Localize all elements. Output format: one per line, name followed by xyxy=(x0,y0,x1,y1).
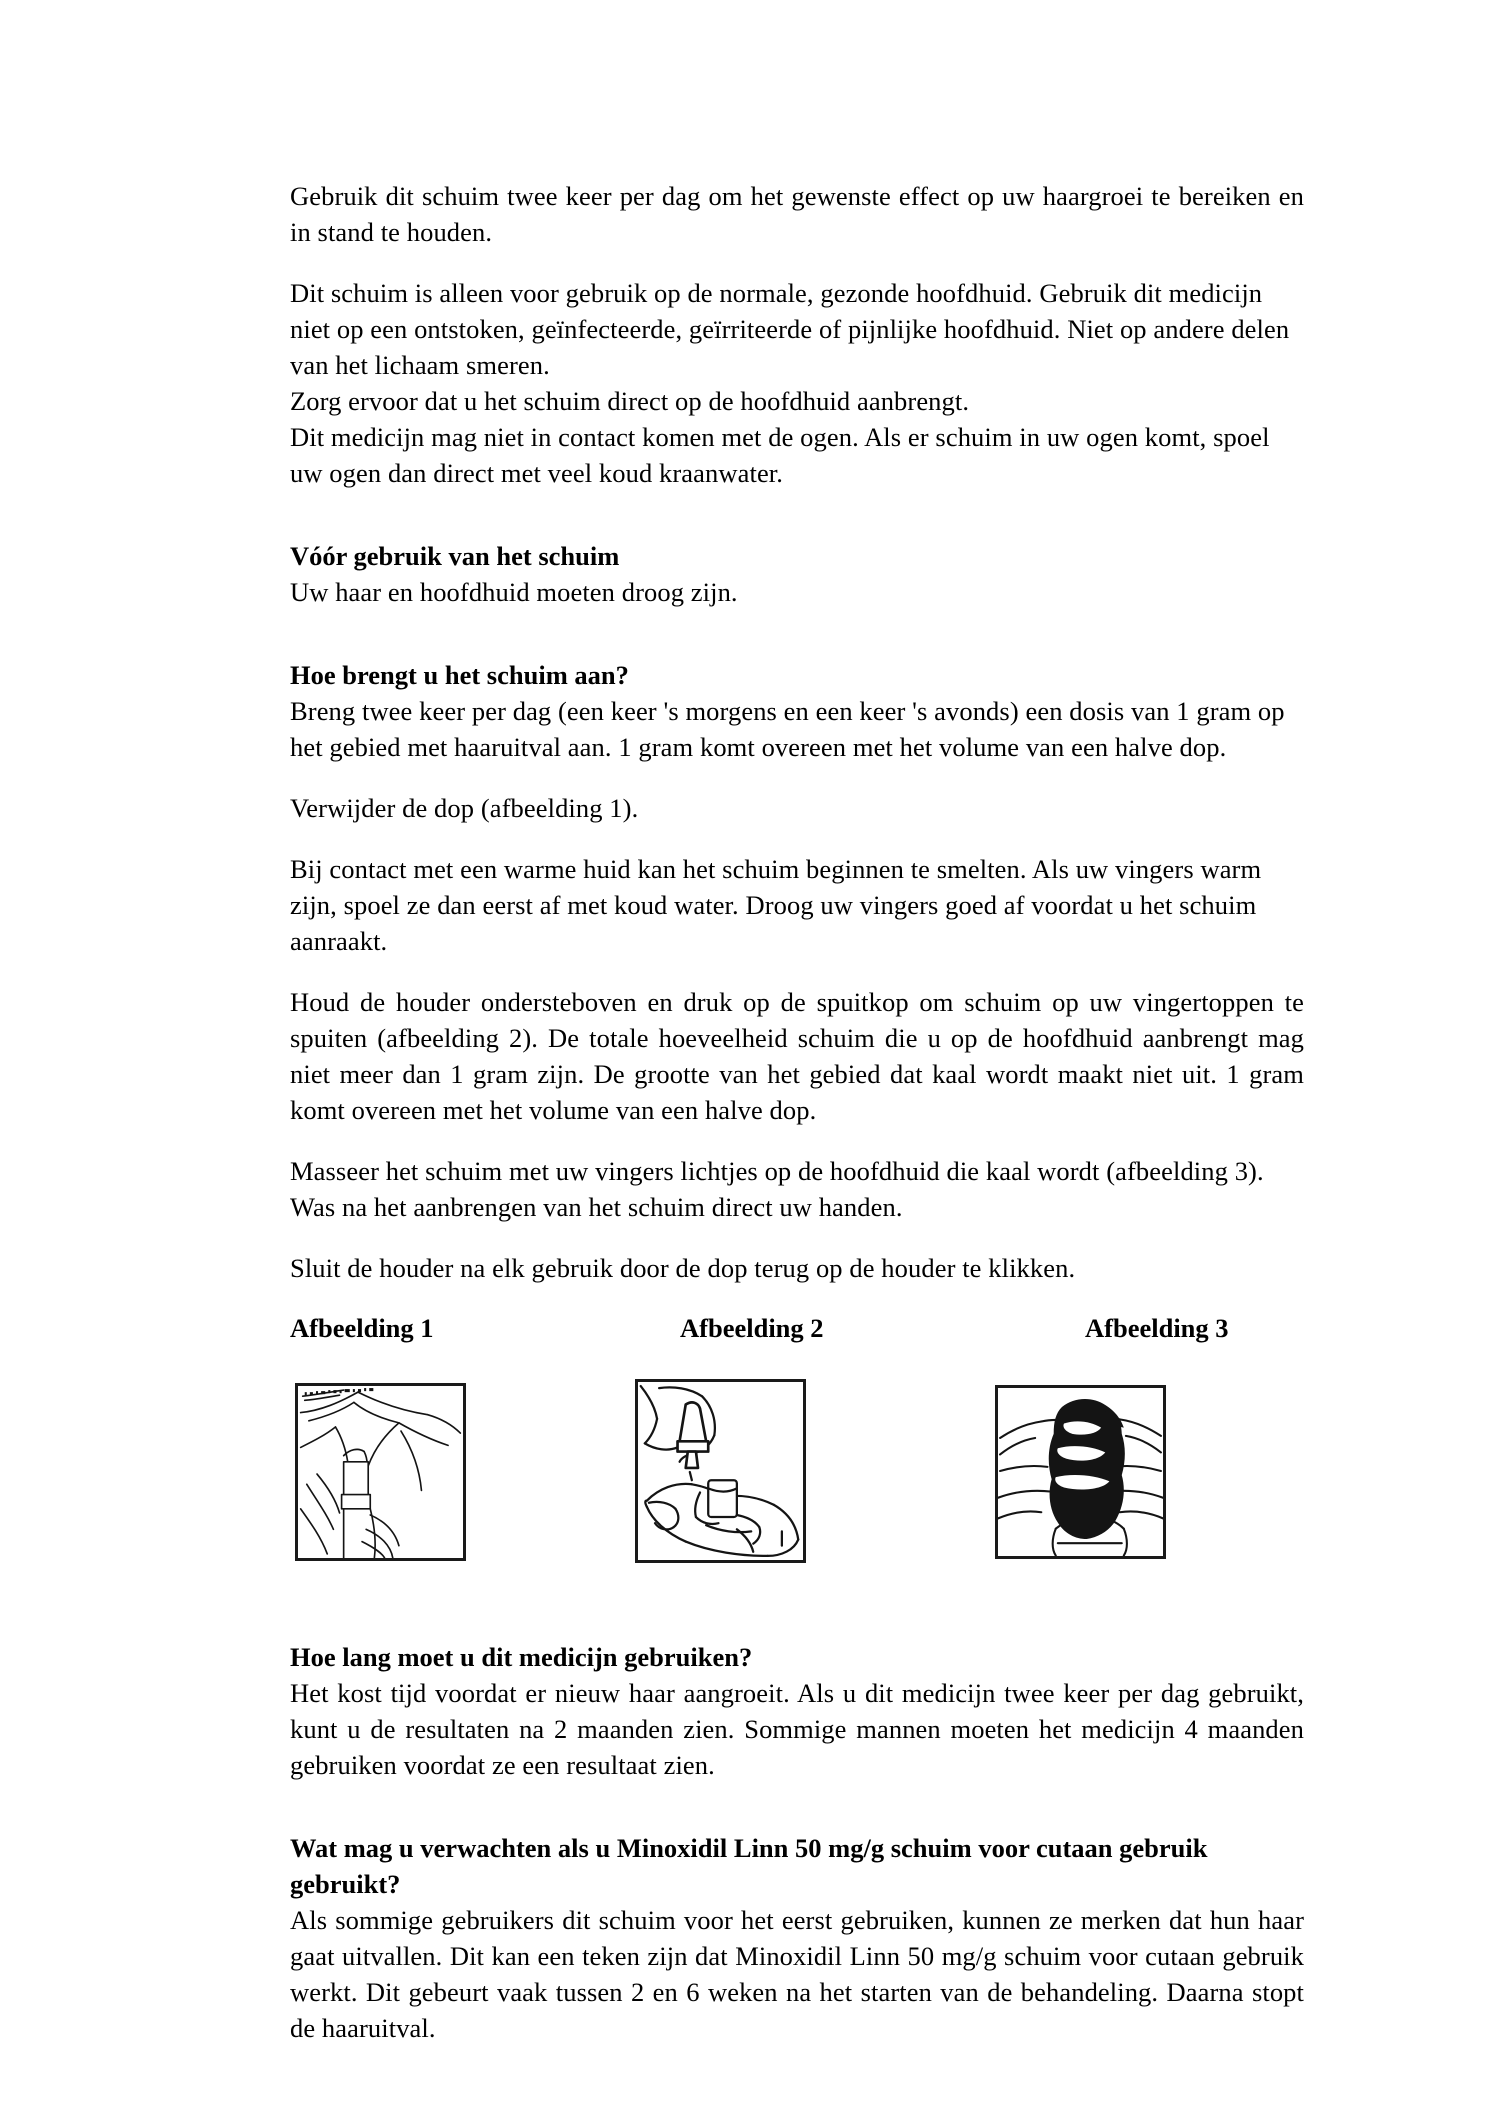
spacer xyxy=(290,635,1304,657)
spacer xyxy=(290,516,1304,538)
heading-what-to-expect: Wat mag u verwachten als u Minoxidil Linn 50 mg/g schuim voor cutaan gebruik gebruikt? xyxy=(290,1833,1208,1899)
paragraph-dispense-foam: Houd de houder ondersteboven en druk op de spuitkop om schuim op uw vingertoppen te spuiten (afbeelding 2). De totale hoeveelheid schuim die u op de hoofdhuid aanbrengt mag niet meer dan 1 gram zijn. De grootte van het gebied dat kaal wordt maakt niet uit. 1 gram komt overeen met het volume van een halve dop. xyxy=(290,987,1304,1125)
spacer xyxy=(290,1808,1304,1830)
figure-2-image xyxy=(635,1379,806,1563)
bottom-sections xyxy=(290,1639,1304,2046)
paragraph-massage-scalp: Masseer het schuim met uw vingers lichtjes op de hoofdhuid die kaal wordt (afbeelding 3). Was na het aanbrengen van het schuim direct uw handen. xyxy=(290,1156,1264,1222)
figure-2-caption: Afbeelding 2 xyxy=(680,1313,824,1343)
figure-captions-row xyxy=(290,1311,1304,1351)
paragraph-eye-contact-warning: Dit medicijn mag niet in contact komen met de ogen. Als er schuim in uw ogen komt, spoel uw ogen dan direct met veel koud kraanwater. xyxy=(290,422,1270,488)
paragraph-usage-frequency: Gebruik dit schuim twee keer per dag om het gewenste effect op uw haargroei te bereiken en in stand te houden. xyxy=(290,181,1304,247)
heading-how-long: Hoe lang moet u dit medicijn gebruiken? xyxy=(290,1642,753,1672)
paragraph-close-container: Sluit de houder na elk gebruik door de dop terug op de houder te klikken. xyxy=(290,1253,1076,1283)
figure-images-row xyxy=(290,1379,1304,1579)
figure-3-image xyxy=(995,1385,1166,1559)
paragraph-remove-cap: Verwijder de dop (afbeelding 1). xyxy=(290,793,639,823)
paragraph-duration: Het kost tijd voordat er nieuw haar aangroeit. Als u dit medicijn twee keer per dag gebruikt, kunt u de resultaten na 2 maanden zien. Sommige mannen moeten het medicijn 4 maanden gebruiken voordat ze een resultaat zien. xyxy=(290,1678,1304,1780)
figure-1-image xyxy=(295,1383,466,1561)
document-body xyxy=(290,178,1304,2071)
paragraph-expectations: Als sommige gebruikers dit schuim voor het eerst gebruiken, kunnen ze merken dat hun haar gaat uitvallen. Dit kan een teken zijn dat Minoxidil Linn 50 mg/g schuim voor cutaan gebruik werkt. Dit gebeurt vaak tussen 2 en 6 weken na het starten van de behandeling. Daarna stopt de haaruitval. xyxy=(290,1905,1304,2043)
figure-1-caption: Afbeelding 1 xyxy=(290,1313,434,1343)
figure-3-caption: Afbeelding 3 xyxy=(1085,1313,1229,1343)
heading-how-to-apply: Hoe brengt u het schuim aan? xyxy=(290,660,629,690)
paragraph-apply-directly: Zorg ervoor dat u het schuim direct op de hoofdhuid aanbrengt. xyxy=(290,386,970,416)
heading-before-use: Vóór gebruik van het schuim xyxy=(290,541,620,571)
paragraph-dose-instructions: Breng twee keer per dag (een keer 's morgens en een keer 's avonds) een dosis van 1 gram op het gebied met haaruitval aan. 1 gram komt overeen met het volume van een halve dop. xyxy=(290,696,1285,762)
paragraph-scalp-condition: Dit schuim is alleen voor gebruik op de normale, gezonde hoofdhuid. Gebruik dit medicijn niet op een ontstoken, geïnfecteerde, geïrriteerde of pijnlijke hoofdhuid. Niet op andere delen van het lichaam smeren. xyxy=(290,278,1290,380)
paragraph-warm-skin: Bij contact met een warme huid kan het schuim beginnen te smelten. Als uw vingers warm zijn, spoel ze dan eerst af met koud water. Droog uw vingers goed af voordat u het schuim aanraakt. xyxy=(290,854,1262,956)
paragraph-dry-hair: Uw haar en hoofdhuid moeten droog zijn. xyxy=(290,577,738,607)
